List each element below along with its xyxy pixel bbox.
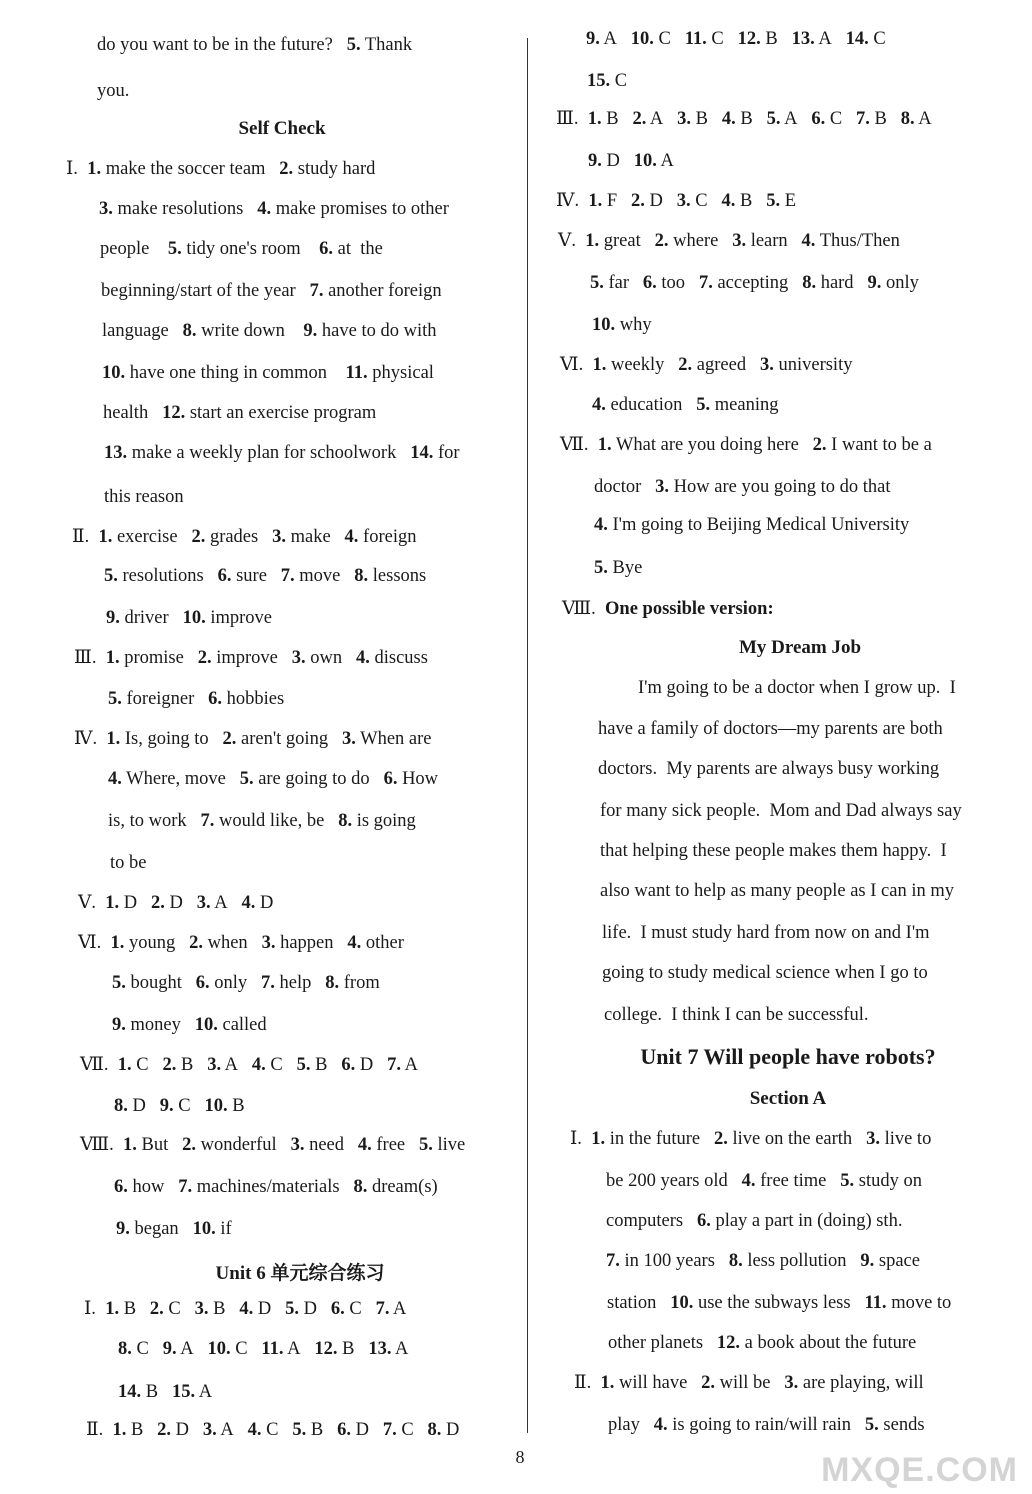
answer-line: do you want to be in the future? 5. Thank (97, 35, 413, 55)
answer-line: 13. make a weekly plan for schoolwork 14. for (104, 443, 460, 463)
answer-line: 5. bought 6. only 7. help 8. from (112, 973, 380, 993)
answer-line: 9. A 10. C 11. C 12. B 13. A 14. C (586, 29, 886, 49)
answer-line: Ⅱ. 1. exercise 2. grades 3. make 4. foreign (72, 527, 417, 547)
answer-line: station 10. use the subways less 11. move to (607, 1293, 952, 1313)
answer-line: Ⅱ. 1. B 2. D 3. A 4. C 5. B 6. D 7. C 8. D (86, 1420, 460, 1440)
answer-line: other planets 12. a book about the future (608, 1333, 917, 1353)
answer-line: 10. why (592, 315, 652, 335)
answer-line: have a family of doctors—my parents are both (598, 719, 943, 739)
answer-line: 10. have one thing in common 11. physical (102, 363, 434, 383)
answer-line: 4. Where, move 5. are going to do 6. How (108, 769, 439, 789)
answer-line: 4. I'm going to Beijing Medical University (594, 515, 910, 535)
answer-line: 5. Bye (594, 558, 643, 578)
answer-line: be 200 years old 4. free time 5. study on (606, 1171, 922, 1191)
answer-line: Ⅷ. One possible version: (562, 599, 774, 619)
section-heading: Unit 7 Will people have robots? (640, 1044, 936, 1069)
answer-line: 15. C (587, 71, 628, 91)
section-heading: Self Check (238, 118, 326, 139)
answer-line: Ⅱ. 1. will have 2. will be 3. are playing, will (574, 1373, 924, 1393)
section-heading: My Dream Job (738, 637, 862, 658)
page-number: 8 (515, 1447, 525, 1467)
answer-line: Ⅲ. 1. promise 2. improve 3. own 4. discuss (74, 648, 428, 668)
answer-line: Ⅴ. 1. D 2. D 3. A 4. D (78, 893, 274, 913)
answer-line: to be (110, 853, 147, 873)
answer-line: doctors. My parents are always busy working (598, 759, 940, 779)
answer-line: 8. D 9. C 10. B (114, 1096, 245, 1116)
section-heading: Unit 6 单元综合练习 (215, 1263, 385, 1284)
answer-line: 5. foreigner 6. hobbies (108, 689, 285, 709)
answer-line: that helping these people makes them happy. I (600, 841, 947, 861)
answer-line: 9. driver 10. improve (106, 608, 272, 628)
answer-line: 9. began 10. if (116, 1219, 232, 1239)
answer-line: play 4. is going to rain/will rain 5. sends (608, 1415, 925, 1435)
answer-line: 7. in 100 years 8. less pollution 9. space (606, 1251, 920, 1271)
answer-line: Ⅳ. 1. Is, going to 2. aren't going 3. When are (74, 729, 432, 749)
answer-line: Ⅴ. 1. great 2. where 3. learn 4. Thus/Then (558, 231, 900, 251)
answer-line: Ⅰ. 1. B 2. C 3. B 4. D 5. D 6. C 7. A (84, 1299, 407, 1319)
answer-line: beginning/start of the year 7. another foreign (101, 281, 442, 301)
answer-line: 3. make resolutions 4. make promises to other (99, 199, 449, 219)
answer-line: for many sick people. Mom and Dad always say (600, 801, 962, 821)
watermark-text: MXQE.COM (821, 1451, 1018, 1489)
answer-line: computers 6. play a part in (doing) sth. (606, 1211, 903, 1231)
answer-line: Ⅵ. 1. young 2. when 3. happen 4. other (78, 933, 404, 953)
answer-line: language 8. write down 9. have to do with (102, 321, 437, 341)
answer-line: life. I must study hard from now on and I'm (602, 923, 930, 943)
answer-line: Ⅰ. 1. make the soccer team 2. study hard (66, 159, 376, 179)
answer-line: 5. far 6. too 7. accepting 8. hard 9. only (590, 273, 919, 293)
column-divider (527, 38, 528, 1433)
answer-line: Ⅳ. 1. F 2. D 3. C 4. B 5. E (556, 191, 797, 211)
answer-line: is, to work 7. would like, be 8. is going (108, 811, 416, 831)
answer-line: Ⅶ. 1. C 2. B 3. A 4. C 5. B 6. D 7. A (80, 1055, 418, 1075)
answer-line: Ⅷ. 1. But 2. wonderful 3. need 4. free 5. live (80, 1135, 466, 1155)
answer-line: Ⅲ. 1. B 2. A 3. B 4. B 5. A 6. C 7. B 8. A (556, 109, 932, 129)
answer-line: 6. how 7. machines/materials 8. dream(s) (114, 1177, 438, 1197)
answer-line: 5. resolutions 6. sure 7. move 8. lessons (104, 566, 427, 586)
answer-line: people 5. tidy one's room 6. at the (100, 239, 383, 259)
answer-line: college. I think I can be successful. (604, 1005, 869, 1025)
answer-line: 9. D 10. A (588, 151, 674, 171)
answer-line: Ⅵ. 1. weekly 2. agreed 3. university (560, 355, 853, 375)
answer-line: doctor 3. How are you going to do that (594, 477, 891, 497)
answer-line: 14. B 15. A (118, 1382, 213, 1402)
answer-line: you. (97, 81, 130, 101)
answer-line: Ⅰ. 1. in the future 2. live on the earth 3. live to (570, 1129, 932, 1149)
answer-line: going to study medical science when I go to (602, 963, 928, 983)
answer-line: this reason (104, 487, 184, 507)
answer-line: 9. money 10. called (112, 1015, 267, 1035)
answer-line: 8. C 9. A 10. C 11. A 12. B 13. A (118, 1339, 409, 1359)
section-heading: Section A (749, 1088, 827, 1109)
answer-line: Ⅶ. 1. What are you doing here 2. I want to be a (560, 435, 932, 455)
answer-line: 4. education 5. meaning (592, 395, 779, 415)
answer-line: health 12. start an exercise program (103, 403, 377, 423)
answer-line: also want to help as many people as I can in my (600, 881, 954, 901)
answer-line: I'm going to be a doctor when I grow up. I (638, 678, 956, 698)
